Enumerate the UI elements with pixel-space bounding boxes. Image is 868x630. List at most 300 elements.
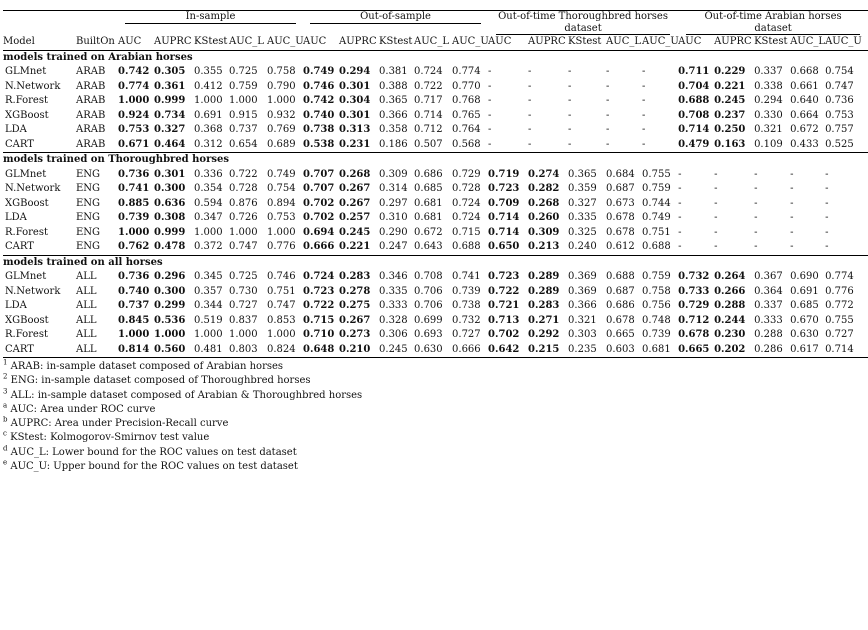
metric-cell: 0.264 xyxy=(714,271,746,282)
metric-cell: 0.719 xyxy=(488,168,520,180)
metric-cell: 0.163 xyxy=(714,138,746,150)
metric-cell: - xyxy=(714,226,718,238)
metric-cell: 0.762 xyxy=(118,241,150,252)
metric-cell: 0.345 xyxy=(194,271,223,282)
metric-cell: 0.714 xyxy=(825,343,868,358)
metric-cell: 0.741 xyxy=(452,271,481,282)
column-header: AUC xyxy=(488,35,528,50)
metric-cell: - xyxy=(754,226,758,238)
metric-cell: 0.336 xyxy=(194,168,223,180)
footnote-text: KStest: Kolmogorov-Smirnov test value xyxy=(10,432,210,444)
metric-cell: - xyxy=(528,124,532,135)
built-on-cell: ALL xyxy=(76,343,118,358)
footnote xyxy=(3,389,362,403)
column-header: AUC xyxy=(678,35,714,50)
metric-cell: 0.636 xyxy=(154,197,186,209)
group-label: Out-of-time Thoroughbred horses dataset xyxy=(496,11,671,35)
metric-cell: - xyxy=(825,197,829,209)
built-on-cell: ARAB xyxy=(76,80,106,92)
metric-cell: 0.687 xyxy=(606,285,635,297)
metric-cell: 0.747 xyxy=(825,80,854,92)
column-header: AUPRC xyxy=(339,35,379,50)
metric-cell: - xyxy=(606,80,610,92)
column-header: KStest xyxy=(568,35,606,50)
column-header: AUC_L xyxy=(790,35,825,50)
footnote-mark: 1 xyxy=(3,358,8,367)
metric-cell: 0.769 xyxy=(267,124,296,135)
metric-cell: 0.747 xyxy=(229,241,258,252)
metric-cell: 0.746 xyxy=(267,271,296,282)
metric-cell: 0.684 xyxy=(606,168,635,180)
metric-cell: - xyxy=(714,212,718,223)
metric-cell: 0.715 xyxy=(452,226,481,238)
model-name-cell: R.Forest xyxy=(5,329,48,340)
table-row xyxy=(3,80,868,95)
metric-cell: - xyxy=(488,95,492,106)
metric-cell: - xyxy=(714,197,718,209)
metric-cell: 0.774 xyxy=(825,271,854,282)
metric-cell: 0.335 xyxy=(379,285,408,297)
metric-cell: 0.678 xyxy=(606,212,635,223)
metric-cell: 0.714 xyxy=(414,109,443,121)
metric-cell: 0.728 xyxy=(229,183,258,194)
metric-cell: 0.706 xyxy=(414,300,443,311)
metric-cell: 0.630 xyxy=(414,343,452,358)
table-row xyxy=(3,168,868,183)
metric-cell: 0.278 xyxy=(339,285,371,297)
built-on-cell: ARAB xyxy=(76,109,106,121)
metric-cell: - xyxy=(606,109,610,121)
metric-cell: - xyxy=(790,226,794,238)
metric-cell: - xyxy=(714,241,718,252)
metric-cell: 0.306 xyxy=(379,329,408,340)
metric-cell: - xyxy=(754,183,758,194)
metric-cell: 0.337 xyxy=(754,300,783,311)
metric-cell: 0.824 xyxy=(267,343,303,358)
metric-cell: 0.709 xyxy=(488,197,520,209)
metric-cell: 1.000 xyxy=(194,329,223,340)
metric-cell: 0.268 xyxy=(528,197,560,209)
metric-cell: - xyxy=(678,183,682,194)
metric-cell: 0.736 xyxy=(118,271,150,282)
metric-cell: - xyxy=(714,183,718,194)
metric-cell: 0.737 xyxy=(229,124,258,135)
metric-cell: 0.738 xyxy=(452,300,481,311)
metric-cell: 1.000 xyxy=(229,329,258,340)
table-row xyxy=(3,343,868,358)
metric-cell: 0.313 xyxy=(339,124,371,135)
metric-cell: 0.729 xyxy=(678,300,710,311)
model-name-cell: R.Forest xyxy=(5,226,48,238)
metric-cell: 0.672 xyxy=(414,226,443,238)
table-row xyxy=(3,328,868,343)
metric-cell: 1.000 xyxy=(194,95,223,106)
metric-cell: 0.630 xyxy=(790,329,819,340)
metric-cell: 0.650 xyxy=(488,241,520,252)
footnote xyxy=(3,431,362,445)
metric-cell: 0.689 xyxy=(267,138,296,150)
metric-cell: 0.736 xyxy=(118,168,150,180)
metric-cell: 0.681 xyxy=(414,212,443,223)
built-on-cell: ALL xyxy=(76,271,97,282)
metric-cell: 0.915 xyxy=(229,109,258,121)
metric-cell: 0.296 xyxy=(154,271,186,282)
metric-cell: 0.704 xyxy=(678,80,710,92)
metric-cell: 0.726 xyxy=(229,212,258,223)
metric-cell: - xyxy=(606,138,610,150)
table-row xyxy=(3,270,868,285)
metric-cell: 0.724 xyxy=(452,212,481,223)
group-header-row xyxy=(3,11,868,36)
metric-cell: 0.338 xyxy=(754,80,783,92)
metric-cell: 0.686 xyxy=(606,300,635,311)
metric-cell: 0.347 xyxy=(194,212,223,223)
metric-cell: 0.215 xyxy=(528,343,568,358)
metric-cell: - xyxy=(790,212,794,223)
group-header-out-of-time-arabian xyxy=(678,11,868,36)
metric-cell: 0.666 xyxy=(452,343,488,358)
metric-cell: 1.000 xyxy=(267,329,296,340)
metric-cell: 0.724 xyxy=(414,66,443,77)
metric-cell: 0.642 xyxy=(488,343,528,358)
built-on-cell: ENG xyxy=(76,183,101,194)
section-title: models trained on all horses xyxy=(3,255,868,270)
metric-cell: 0.245 xyxy=(379,343,414,358)
table-row xyxy=(3,94,868,109)
metric-cell: 0.758 xyxy=(267,66,296,77)
model-name-cell: CART xyxy=(3,343,76,358)
metric-cell: 0.729 xyxy=(452,168,481,180)
metric-cell: 0.712 xyxy=(414,124,443,135)
built-on-cell: ARAB xyxy=(76,138,106,150)
metric-cell: 0.321 xyxy=(754,124,783,135)
metric-cell: 0.268 xyxy=(339,168,371,180)
group-header-spacer xyxy=(3,11,118,36)
table-row xyxy=(3,197,868,212)
metric-cell: 0.790 xyxy=(267,80,296,92)
metric-cell: 0.723 xyxy=(488,271,520,282)
model-name-cell: N.Network xyxy=(5,285,61,297)
metric-cell: - xyxy=(825,241,829,252)
footnote-text: AUC: Area under ROC curve xyxy=(10,403,156,415)
footnote xyxy=(3,446,362,460)
table-row xyxy=(3,226,868,241)
metric-cell: - xyxy=(568,95,572,106)
metric-cell: 0.267 xyxy=(339,183,371,194)
metric-cell: 0.267 xyxy=(339,314,371,326)
metric-cell: 0.722 xyxy=(229,168,258,180)
metric-cell: 1.000 xyxy=(118,226,150,238)
metric-cell: 0.286 xyxy=(754,343,790,358)
metric-cell: 0.301 xyxy=(339,80,371,92)
column-header: Model xyxy=(3,35,76,50)
metric-cell: 0.267 xyxy=(339,197,371,209)
metric-cell: 1.000 xyxy=(229,226,258,238)
metric-cell: - xyxy=(754,168,758,180)
footnote xyxy=(3,403,362,417)
metric-cell: 0.358 xyxy=(379,124,408,135)
metric-cell: 0.245 xyxy=(339,226,371,238)
metric-cell: - xyxy=(678,241,682,252)
table-row xyxy=(3,138,868,153)
metric-cell: 0.271 xyxy=(528,314,560,326)
footnote-mark: b xyxy=(3,415,8,424)
metric-cell: 0.355 xyxy=(194,66,223,77)
metric-cell: 0.202 xyxy=(714,343,754,358)
metric-cell: 0.687 xyxy=(606,183,635,194)
metric-cell: 0.690 xyxy=(790,271,819,282)
metric-cell: 0.756 xyxy=(642,300,671,311)
metric-cell: 0.685 xyxy=(790,300,819,311)
metric-cell: 0.664 xyxy=(790,109,819,121)
table-row xyxy=(3,211,868,226)
metric-cell: 0.999 xyxy=(154,226,186,238)
metric-cell: - xyxy=(678,168,682,180)
footnote-mark: 2 xyxy=(3,372,8,381)
built-on-cell: ENG xyxy=(76,197,101,209)
metric-cell: - xyxy=(754,197,758,209)
metric-cell: 0.742 xyxy=(118,66,150,77)
metric-cell: 0.723 xyxy=(488,183,520,194)
metric-cell: 0.333 xyxy=(379,300,408,311)
metric-cell: 0.240 xyxy=(568,241,597,252)
metric-cell: 0.694 xyxy=(303,226,335,238)
metric-cell: 0.885 xyxy=(118,197,150,209)
metric-cell: 0.235 xyxy=(568,343,606,358)
metric-cell: 0.654 xyxy=(229,138,258,150)
metric-cell: 0.229 xyxy=(714,66,746,77)
metric-cell: 0.751 xyxy=(642,226,671,238)
table-row xyxy=(3,109,868,124)
built-on-cell: ENG xyxy=(76,226,101,238)
group-label: In-sample xyxy=(125,11,295,24)
column-header-row xyxy=(3,35,868,50)
metric-cell: 0.519 xyxy=(194,314,223,326)
metric-cell: 0.764 xyxy=(452,124,481,135)
built-on-cell: ALL xyxy=(76,300,97,311)
metric-cell: 0.369 xyxy=(568,285,597,297)
metric-cell: 0.803 xyxy=(229,343,267,358)
metric-cell: 0.369 xyxy=(568,271,597,282)
metric-cell: 0.734 xyxy=(154,109,186,121)
metric-cell: 0.772 xyxy=(825,300,854,311)
metric-cell: 0.665 xyxy=(606,329,635,340)
metric-cell: 0.257 xyxy=(339,212,371,223)
metric-cell: 0.759 xyxy=(229,80,258,92)
metric-cell: - xyxy=(825,168,829,180)
metric-cell: - xyxy=(754,212,758,223)
metric-cell: 0.666 xyxy=(303,241,335,252)
metric-cell: 0.681 xyxy=(642,343,678,358)
metric-cell: 0.725 xyxy=(229,66,258,77)
metric-cell: 0.717 xyxy=(414,95,443,106)
table-row xyxy=(3,285,868,300)
table-row xyxy=(3,65,868,80)
metric-cell: - xyxy=(488,138,492,150)
metric-cell: 0.742 xyxy=(303,95,335,106)
metric-cell: - xyxy=(790,183,794,194)
metric-cell: 0.755 xyxy=(825,314,854,326)
metric-cell: 0.721 xyxy=(488,300,520,311)
metric-cell: 0.273 xyxy=(339,329,371,340)
metric-cell: 0.688 xyxy=(678,95,710,106)
metric-cell: 0.640 xyxy=(790,95,819,106)
metric-cell: - xyxy=(528,66,532,77)
metric-cell: 0.433 xyxy=(790,138,819,150)
metric-cell: 0.327 xyxy=(154,124,186,135)
footnote-text: ENG: in-sample dataset composed of Thoroughbred horses xyxy=(10,375,311,387)
model-name-cell: XGBoost xyxy=(5,109,49,121)
metric-cell: 0.266 xyxy=(714,285,746,297)
metric-cell: 0.365 xyxy=(379,95,408,106)
metric-cell: 0.924 xyxy=(118,109,150,121)
metric-cell: 0.603 xyxy=(606,343,642,358)
table-row xyxy=(3,299,868,314)
metric-cell: 0.335 xyxy=(568,212,597,223)
metric-cell: 0.612 xyxy=(606,241,635,252)
metric-cell: 0.245 xyxy=(714,95,746,106)
metric-cell: 0.746 xyxy=(303,80,335,92)
column-header: AUC_U xyxy=(642,35,678,50)
metric-cell: 0.344 xyxy=(194,300,223,311)
column-header: AUPRC xyxy=(714,35,754,50)
metric-cell: 0.361 xyxy=(154,80,186,92)
metric-cell: 0.186 xyxy=(379,138,408,150)
column-header: AUC_U xyxy=(825,35,868,50)
column-header: AUC xyxy=(118,35,154,50)
metric-cell: 0.757 xyxy=(825,124,854,135)
metric-cell: 0.814 xyxy=(118,343,154,358)
metric-cell: - xyxy=(642,138,646,150)
model-name-cell: N.Network xyxy=(5,183,61,194)
metric-cell: 0.747 xyxy=(267,300,296,311)
section-header-row xyxy=(3,153,868,168)
metric-cell: 0.366 xyxy=(379,109,408,121)
metric-cell: 0.702 xyxy=(303,197,335,209)
metric-cell: 0.722 xyxy=(488,285,520,297)
metric-cell: 0.304 xyxy=(339,95,371,106)
metric-cell: 1.000 xyxy=(118,329,150,340)
metric-cell: 0.741 xyxy=(118,183,150,194)
metric-cell: 0.309 xyxy=(379,168,408,180)
metric-cell: 0.354 xyxy=(194,183,223,194)
metric-cell: - xyxy=(642,124,646,135)
metric-cell: 0.708 xyxy=(414,271,443,282)
metric-cell: 0.643 xyxy=(414,241,443,252)
metric-cell: - xyxy=(528,109,532,121)
metric-cell: 0.728 xyxy=(452,183,481,194)
metric-cell: 0.711 xyxy=(678,66,710,77)
metric-cell: 0.672 xyxy=(790,124,819,135)
metric-cell: 0.303 xyxy=(568,329,597,340)
metric-cell: 0.691 xyxy=(194,109,223,121)
metric-cell: 0.366 xyxy=(568,300,597,311)
metric-cell: 0.321 xyxy=(568,314,597,326)
metric-cell: 0.693 xyxy=(414,329,443,340)
section-title: models trained on Arabian horses xyxy=(3,51,193,63)
built-on-cell: ARAB xyxy=(76,95,106,106)
footnote xyxy=(3,460,362,474)
metric-cell: 0.368 xyxy=(194,124,223,135)
metric-cell: 0.712 xyxy=(678,314,710,326)
group-header-out-of-sample xyxy=(303,11,488,36)
metric-cell: 0.381 xyxy=(379,66,408,77)
metric-cell: 0.359 xyxy=(568,183,597,194)
metric-cell: 0.723 xyxy=(303,285,335,297)
metric-cell: 0.740 xyxy=(118,285,150,297)
metric-cell: 0.725 xyxy=(229,271,258,282)
model-name-cell: CART xyxy=(5,138,34,150)
built-on-cell: ALL xyxy=(76,329,97,340)
metric-cell: 0.294 xyxy=(339,66,371,77)
metric-cell: 0.749 xyxy=(267,168,296,180)
footnote-text: AUC_L: Lower bound for the ROC values on test dataset xyxy=(10,446,297,458)
metric-cell: 0.707 xyxy=(303,168,335,180)
metric-cell: - xyxy=(568,124,572,135)
metric-cell: 0.686 xyxy=(414,168,443,180)
metric-cell: 0.300 xyxy=(154,285,186,297)
metric-cell: 0.722 xyxy=(303,300,335,311)
model-name-cell: N.Network xyxy=(5,80,61,92)
section-header-row xyxy=(3,50,868,65)
table-row xyxy=(3,182,868,197)
metric-cell: 0.568 xyxy=(452,138,481,150)
column-header: BuiltOn xyxy=(76,35,118,50)
model-name-cell: LDA xyxy=(5,124,27,135)
metric-cell: - xyxy=(528,95,532,106)
metric-cell: 0.739 xyxy=(452,285,481,297)
metric-cell: 0.691 xyxy=(790,285,819,297)
model-name-cell: CART xyxy=(5,241,34,252)
metric-cell: - xyxy=(825,183,829,194)
metric-cell: 0.648 xyxy=(303,343,339,358)
column-header: KStest xyxy=(379,35,414,50)
metric-cell: 1.000 xyxy=(118,95,150,106)
metric-cell: - xyxy=(488,66,492,77)
metric-cell: 0.665 xyxy=(678,343,714,358)
metric-cell: 0.481 xyxy=(194,343,229,358)
metric-cell: 0.301 xyxy=(339,109,371,121)
metric-cell: 1.000 xyxy=(154,329,186,340)
metric-cell: 0.736 xyxy=(825,95,854,106)
metric-cell: 1.000 xyxy=(194,226,223,238)
metric-cell: 0.507 xyxy=(414,138,443,150)
metric-cell: 0.230 xyxy=(714,329,746,340)
footnote-mark: 3 xyxy=(3,387,8,396)
footnote xyxy=(3,374,362,388)
column-header: AUC_L xyxy=(414,35,452,50)
results-table-container xyxy=(3,10,862,358)
metric-cell: 0.357 xyxy=(194,285,223,297)
metric-cell: - xyxy=(790,168,794,180)
metric-cell: - xyxy=(488,109,492,121)
column-header: KStest xyxy=(194,35,229,50)
metric-cell: 0.739 xyxy=(118,212,150,223)
metric-cell: 0.310 xyxy=(379,212,408,223)
metric-cell: 0.325 xyxy=(568,226,597,238)
metric-cell: 0.231 xyxy=(339,138,371,150)
model-name-cell: LDA xyxy=(5,300,27,311)
footnotes xyxy=(3,360,362,474)
metric-cell: 0.671 xyxy=(118,138,150,150)
metric-cell: 0.661 xyxy=(790,80,819,92)
metric-cell: 0.289 xyxy=(528,285,560,297)
metric-cell: 0.305 xyxy=(154,66,186,77)
metric-cell: 0.737 xyxy=(118,300,150,311)
metric-cell: 0.699 xyxy=(414,314,443,326)
metric-cell: - xyxy=(568,66,572,77)
metric-cell: 0.722 xyxy=(414,80,443,92)
